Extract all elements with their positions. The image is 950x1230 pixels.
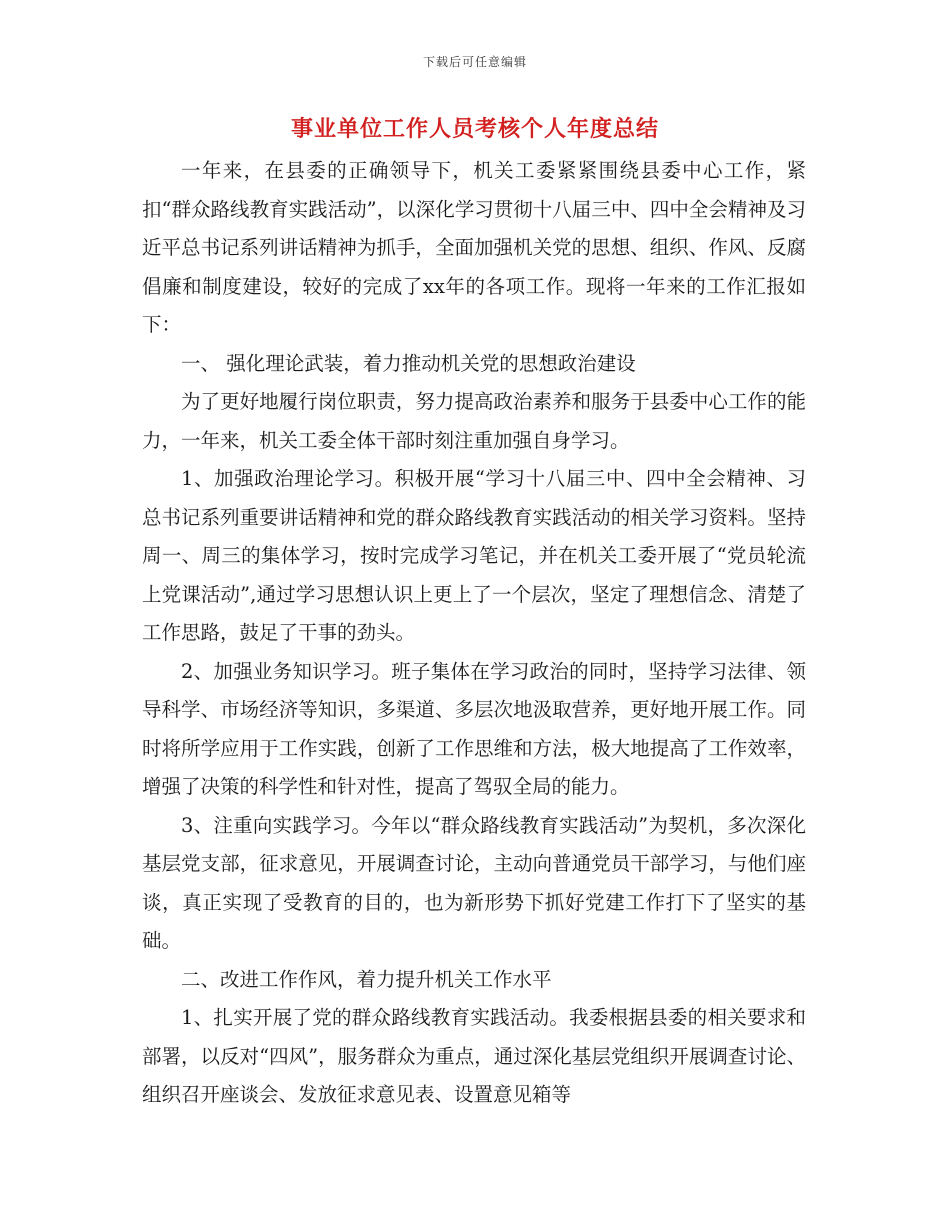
- paragraph: 为了更好地履行岗位职责，努力提高政治素养和服务于县委中心工作的能力，一年来，机关工委全体干部时刻注重加强自身学习。: [142, 390, 806, 452]
- paragraph: 2、加强业务知识学习。班子集体在学习政治的同时，坚持学习法律、领导科学、市场经济等知识，多渠道、多层次地汲取营养，更好地开展工作。同时将所学应用于工作实践，创新了工作思维和方法，极大地提高了工作效率，增强了决策的科学性和针对性，提高了驾驭全局的能力。: [142, 659, 806, 798]
- paragraph-intro: 一年来，在县委的正确领导下，机关工委紧紧围绕县委中心工作，紧扣“群众路线教育实践活动”，以深化学习贯彻十八届三中、四中全会精神及习近平总书记系列讲话精神为抓手，全面加强机关党的思想、组织、作风、反腐倡廉和制度建设，较好的完成了xx年的各项工作。现将一年来的工作汇报如下：: [142, 159, 806, 336]
- section-heading-1: 一、 强化理论武装，着力推动机关党的思想政治建设: [181, 351, 636, 375]
- section-heading-2: 二、改进工作作风，着力提升机关工作水平: [181, 967, 552, 991]
- paragraph: 1、扎实开展了党的群众路线教育实践活动。我委根据县委的相关要求和部署，以反对“四风”，服务群众为重点，通过深化基层党组织开展调查讨论、组织召开座谈会、发放征求意见表、设置意见箱等: [142, 1006, 806, 1106]
- header-note: 下载后可任意编辑: [422, 55, 527, 69]
- document-body: [142, 152, 806, 1115]
- document-title: 事业单位工作人员考核个人年度总结: [290, 117, 659, 142]
- paragraph: 3、注重向实践学习。今年以“群众路线教育实践活动”为契机，多次深化基层党支部，征求意见，开展调查讨论，主动向普通党员干部学习，与他们座谈，真正实现了受教育的目的，也为新形势下抓好党建工作打下了坚实的基础。: [142, 813, 806, 952]
- paragraph: 1、加强政治理论学习。积极开展“学习十八届三中、四中全会精神、习总书记系列重要讲话精神和党的群众路线教育实践活动的相关学习资料。坚持周一、周三的集体学习，按时完成学习笔记，并在机关工委开展了“党员轮流上党课活动”,通过学习思想认识上更上了一个层次，坚定了理想信念、清楚了工作思路，鼓足了干事的劲头。: [142, 467, 806, 644]
